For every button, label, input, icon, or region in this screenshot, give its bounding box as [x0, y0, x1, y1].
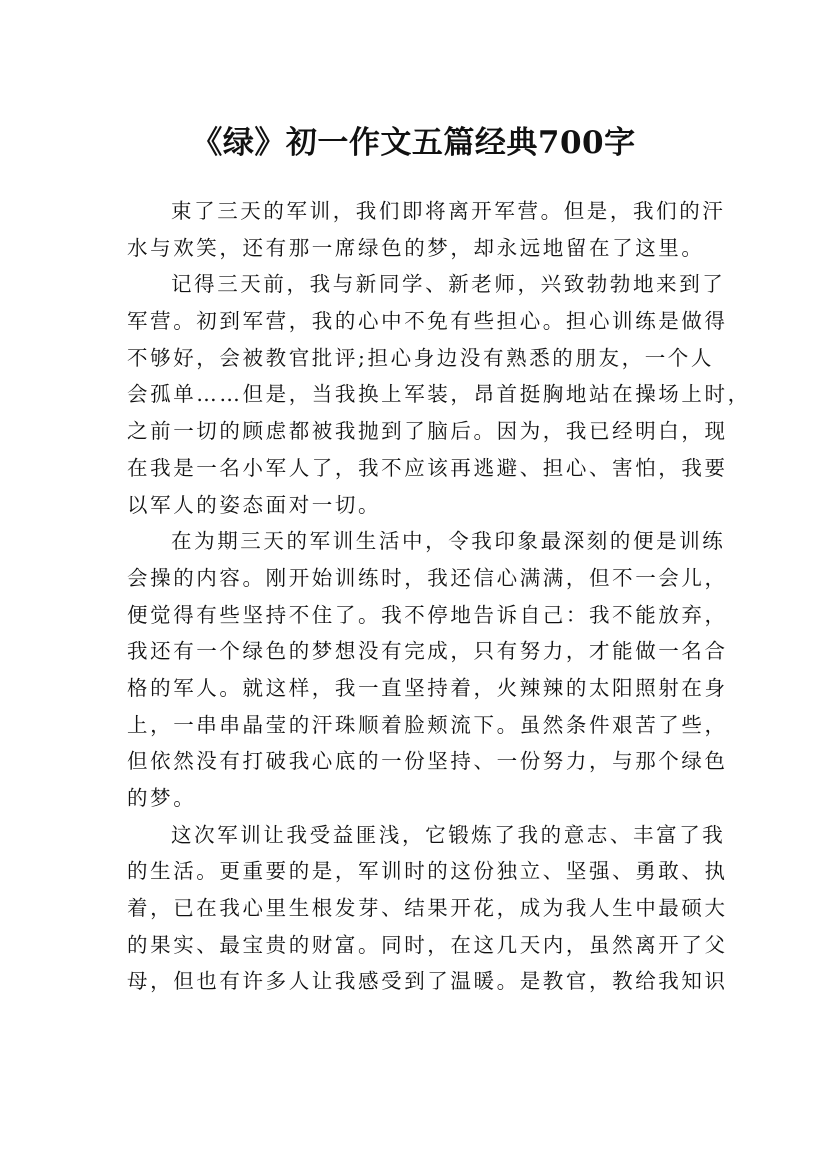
body-text-line: 格的军人。就这样，我一直坚持着，火辣辣的太阳照射在身 [127, 675, 728, 700]
document-body [127, 193, 751, 1000]
body-text-line: 我还有一个绿色的梦想没有完成，只有努力，才能做一名合 [127, 639, 728, 664]
body-text-line: 水与欢笑，还有那一席绿色的梦，却永远地留在了这里。 [127, 235, 705, 260]
body-text-line: 这次军训让我受益匪浅，它锻炼了我的意志、丰富了我 [171, 822, 726, 847]
body-text-line: 在我是一名小军人了，我不应该再逃避、担心、害怕，我要 [127, 455, 728, 480]
body-text-line: 之前一切的顾虑都被我抛到了脑后。因为，我已经明白，现 [127, 419, 728, 444]
body-text-line: 母，但也有许多人让我感受到了温暖。是教官，教给我知识 [127, 969, 728, 994]
body-text-line: 但依然没有打破我心底的一份坚持、一份努力，与那个绿色 [127, 749, 728, 774]
body-text-line: 会孤单……但是，当我换上军装，昂首挺胸地站在操场上时， [127, 382, 751, 407]
body-text-line: 便觉得有些坚持不住了。我不停地告诉自己：我不能放弃， [127, 602, 728, 627]
document-title: 《绿》初一作文五篇经典700字 [191, 124, 636, 161]
body-text-line: 在为期三天的军训生活中，令我印象最深刻的便是训练 [171, 529, 726, 554]
body-text-line: 束了三天的军训，我们即将离开军营。但是，我们的汗 [171, 199, 726, 223]
body-text-line: 的果实、最宝贵的财富。同时，在这几天内，虽然离开了父 [127, 932, 728, 957]
body-text-line: 会操的内容。刚开始训练时，我还信心满满，但不一会儿， [127, 565, 728, 590]
body-text-line: 的生活。更重要的是，军训时的这份独立、坚强、勇敢、执 [127, 859, 728, 884]
body-text-line: 着，已在我心里生根发芽、结果开花，成为我人生中最硕大 [127, 896, 728, 921]
body-text-line: 的梦。 [127, 786, 197, 810]
body-text-line: 上，一串串晶莹的汗珠顺着脸颊流下。虽然条件艰苦了些， [127, 712, 728, 737]
body-text-line: 军营。初到军营，我的心中不免有些担心。担心训练是做得 [127, 309, 728, 334]
body-text-line: 不够好，会被教官批评;担心身边没有熟悉的朋友，一个人 [127, 345, 715, 370]
body-text-line: 记得三天前，我与新同学、新老师，兴致勃勃地来到了 [171, 272, 726, 297]
body-text-line: 以军人的姿态面对一切。 [127, 492, 382, 517]
